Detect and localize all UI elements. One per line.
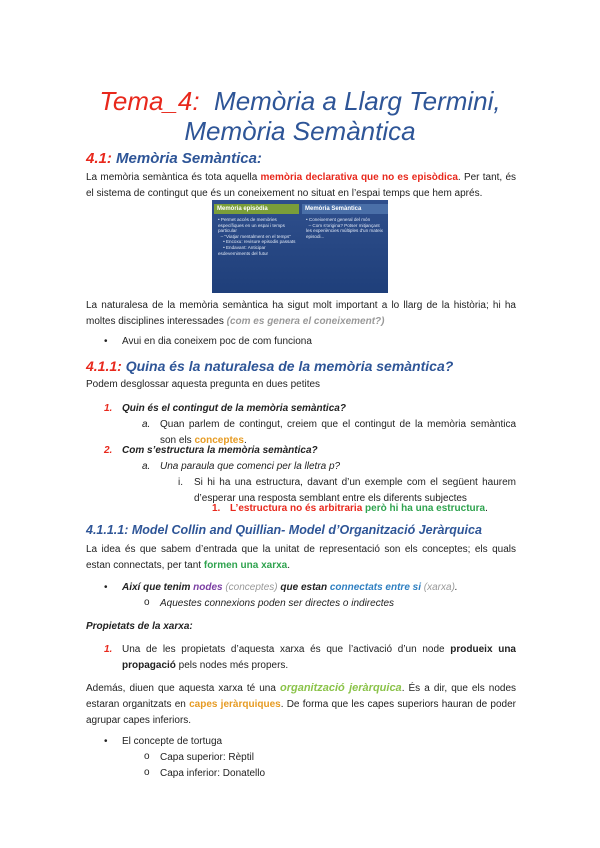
slide-left-text: • Permet accés de memòries específiques en un espai i temps particular – "Viatjar mentalment en el temps" • Encoxu: revisure episodis passats • Endavant: Anticipar esdevemiments del futur (218, 217, 296, 256)
title-prefix: Tema_4: (99, 86, 200, 116)
sub-bullet-marker: o (144, 751, 150, 762)
paragraph-hierarchy: Además, diuen que aquesta xarxa té una organització jeràrquica. És a dir, que els nodes estaran organitzats en capes jeràrquiques. De forma que les capes superiors hauran de poder agrupar capes inferiors. (86, 682, 517, 726)
slide-image (212, 200, 388, 293)
slide-right-text: • Coneixement general del món – Com s'origina? Potser mitjançant les experiències múltiples d'un mateix episodi... (306, 217, 383, 239)
list-roman: i. (178, 477, 183, 488)
property-1: Una de les propietats d’aquesta xarxa és que l’activació d’un node produeix una propagació pels nodes més propers. (122, 644, 516, 671)
paragraph-definition: La memòria semàntica és tota aquella memòria declarativa que no es episòdica. Per tant, és el sistema de contingut que és un coneixement no situat en l’espai temps que hem aprés. (86, 172, 516, 199)
paragraph-nature: La naturalesa de la memòria semàntica ha sigut molt important a lo llarg de la història; hi ha moltes disciplines interessades (com es genera el coneixement?) (86, 300, 516, 327)
section-heading-4-1: 4.1: Memòria Semàntica: (86, 150, 262, 167)
title-line1: Memòria a Llarg Termini, (214, 86, 501, 116)
slide-header-episodic: Memòria episòdia (214, 204, 299, 214)
bullet-marker: • (104, 336, 108, 347)
question-2: Com s’estructura la memòria semàntica? (122, 445, 318, 456)
bullet-marker: • (104, 736, 108, 747)
document-title (0, 86, 600, 116)
bullet-marker: • (104, 582, 108, 593)
list-letter: a. (142, 419, 151, 430)
list-letter: a. (142, 461, 151, 472)
question-2-sub: Una paraula que comenci per la lletra p? (160, 461, 341, 472)
list-number: 1. (104, 403, 113, 414)
question-2-detail: Si hi ha una estructura, davant d’un exemple com el següent haurem d’esperar una resposta semblant entre els diferents subjectes (194, 477, 516, 504)
question-1-answer: Quan parlem de contingut, creiem que el contingut de la memòria semàntica son els conceptes. (160, 419, 516, 446)
sub-bullet-upper-layer: Capa superior: Rèptil (160, 752, 254, 763)
section-heading-4-1-1-1: 4.1.1.1: Model Collin and Quillian- Model d’Organització Jeràrquica (86, 523, 482, 537)
list-number: 1. (104, 644, 113, 655)
document-title-line2: Memòria Semàntica (184, 116, 416, 146)
bullet-item: Avui en dia coneixem poc de com funciona (122, 336, 312, 347)
question-1: Quin és el contingut de la memòria semàntica? (122, 403, 346, 414)
structure-note: L’estructura no és arbitraria però hi ha una estructura. (230, 503, 488, 514)
list-number: 2. (104, 445, 113, 456)
paragraph-split: Podem desglossar aquesta pregunta en dues petites (86, 379, 321, 390)
sub-bullet-connections: Aquestes connexions poden ser directes o indirectes (160, 598, 395, 609)
section-heading-4-1-1: 4.1.1: Quina és la naturalesa de la memòria semàntica? (86, 358, 454, 374)
bullet-nodes: Així que tenim nodes (conceptes) que estan connectats entre si (xarxa). (122, 582, 458, 593)
sub-bullet-marker: o (144, 597, 150, 608)
list-number: 1. (212, 503, 221, 514)
sub-bullet-lower-layer: Capa inferior: Donatello (160, 768, 266, 779)
paragraph-network: La idea és que sabem d’entrada que la unitat de representació son els conceptes; els quals estan connectats, per tant formen una xarxa. (86, 544, 516, 571)
properties-heading: Propietats de la xarxa: (86, 621, 193, 632)
bullet-turtle: El concepte de tortuga (122, 736, 223, 747)
slide-header-semantic: Memòria Semàntica (302, 204, 388, 214)
sub-bullet-marker: o (144, 767, 150, 778)
